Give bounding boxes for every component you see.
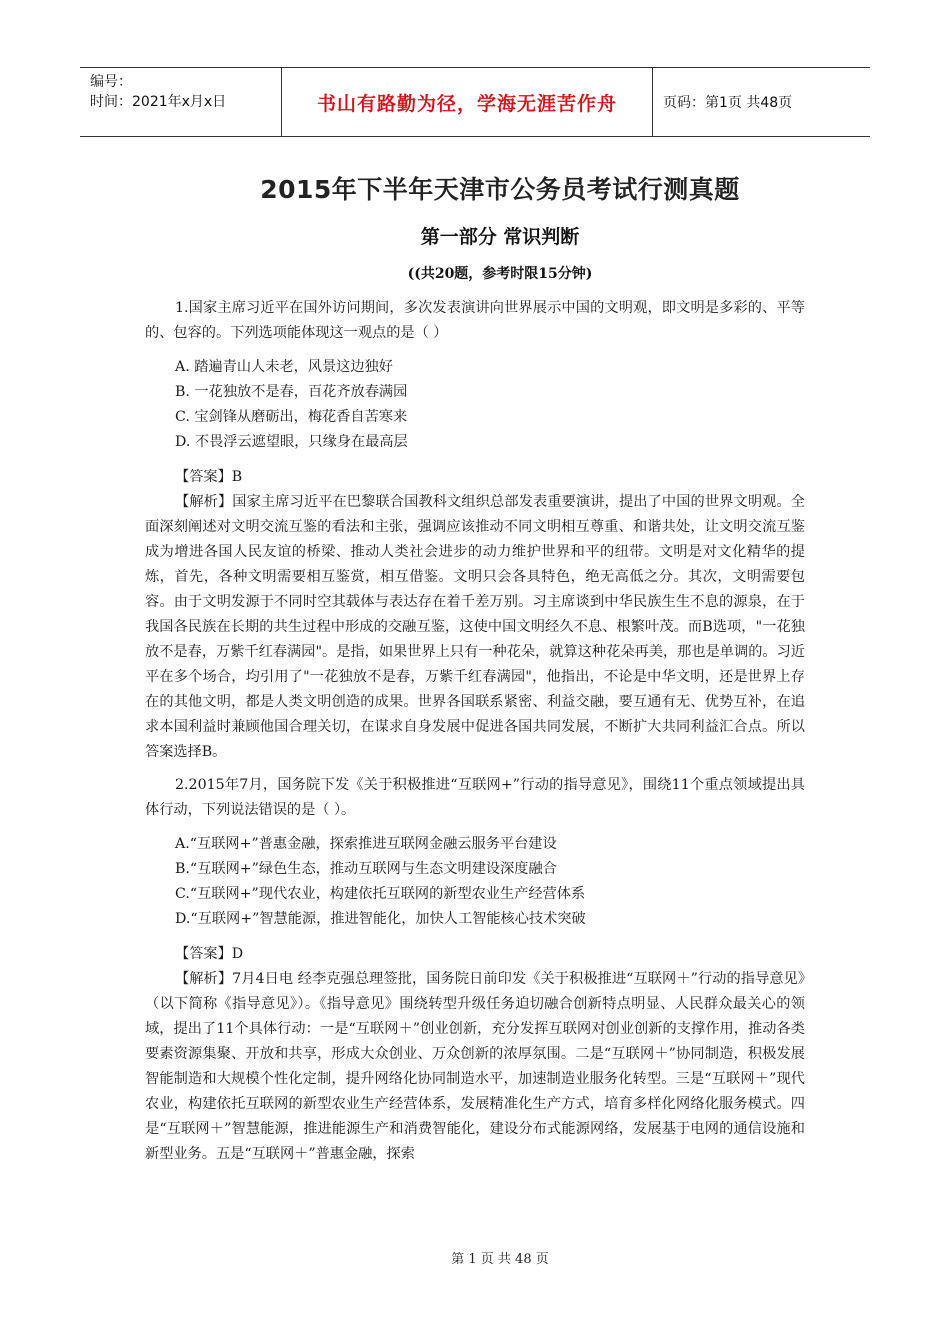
document-body [145, 296, 805, 1175]
number-label: 编号： [90, 74, 132, 90]
document-title: 2015年下半年天津市公务员考试行测真题 [260, 175, 740, 204]
time-label: 时间：2021年x月x日 [90, 94, 227, 110]
option-b: B.“互联网+”绿色生态，推动互联网与生态文明建设深度融合 [175, 861, 557, 877]
option-list [145, 832, 805, 932]
header-motto: 书山有路勤为径，学海无涯苦作舟 [281, 68, 653, 136]
option-c: C.“互联网+”现代农业，构建依托互联网的新型农业生产经营体系 [175, 886, 586, 902]
part-title: 第一部分 常识判断 [420, 226, 580, 248]
option-b: B. 一花独放不是春，百花齐放春满园 [175, 384, 408, 400]
option-list [145, 355, 805, 455]
option-c: C. 宝剑锋从磨砺出，梅花香自苦寒来 [175, 409, 408, 425]
question-stem: 2.2015年7月，国务院下发《关于积极推进“互联网+”行动的指导意见》，围绕11个重点领域提出具体行动，下列说法错误的是（ ）。 [145, 777, 805, 818]
explanation: 【解析】国家主席习近平在巴黎联合国教科文组织总部发表重要演讲，提出了中国的世界文明观。全面深刻阐述对文明交流互鉴的看法和主张，强调应该推动不同文明相互尊重、和谐共处，让文明交流互鉴成为增进各国人民友谊的桥梁、推动人类社会进步的动力维护世界和平的纽带。文明是对文化精华的提炼，首先，各种文明需要相互鉴赏，相互借鉴。文明只会各具特色，绝无高低之分。其次，文明需要包容。由于文明发源于不同时空其载体与表达存在着千差万别。习主席谈到中华民族生生不息的源泉，在于我国各民族在长期的共生过程中形成的交融互鉴，这使中国文明经久不息、根繁叶茂。而B选项，"一花独放不是春，万紫千红春满园"。是指，如果世界上只有一种花朵，就算这种花朵再美，那也是单调的。习近平在多个场合，均引用了"一花独放不是春，万紫千红春满园"，他指出，不论是中华文明，还是世界上存在的其他文明，都是人类文明创造的成果。世界各国联系紧密、利益交融，要互通有无、优势互补，在追求本国利益时兼顾他国合理关切，在谋求自身发展中促进各国共同发展，不断扩大共同利益汇合点。所以答案选择B。 [145, 494, 805, 760]
page-header [80, 67, 870, 137]
answer-line: 【答案】B [175, 469, 243, 485]
option-d: D. 不畏浮云遮望眼，只缘身在最高层 [175, 434, 408, 450]
option-d: D.“互联网+”智慧能源，推进智能化，加快人工智能核心技术突破 [175, 911, 586, 927]
option-a: A. 踏遍青山人未老，风景这边独好 [175, 359, 393, 375]
header-page-info: 页码：第1页 共48页 [663, 95, 793, 111]
option-a: A.“互联网+”普惠金融，探索推进互联网金融云服务平台建设 [175, 836, 557, 852]
answer-line: 【答案】D [175, 946, 244, 962]
explanation: 【解析】7月4日电 经李克强总理签批，国务院日前印发《关于积极推进“互联网＋”行动的指导意见》（以下简称《指导意见》）。《指导意见》围绕转型升级任务迫切融合创新特点明显、人民群众最关心的领域，提出了11个具体行动：一是“互联网＋”创业创新，充分发挥互联网对创业创新的支撑作用，推动各类要素资源集聚、开放和共享，形成大众创业、万众创新的浓厚氛围。二是“互联网＋”协同制造，积极发展智能制造和大规模个性化定制，提升网络化协同制造水平，加速制造业服务化转型。三是“互联网＋”现代农业，构建依托互联网的新型农业生产经营体系，发展精准化生产方式，培育多样化网络化服务模式。四是“互联网＋”智慧能源，推进能源生产和消费智能化，建设分布式能源网络，发展基于电网的通信设施和新型业务。五是“互联网＋”普惠金融，探索 [145, 971, 805, 1162]
page-footer: 第 1 页 共 48 页 [451, 1252, 549, 1267]
part-note: ((共20题，参考时限15分钟) [407, 266, 593, 282]
question-stem: 1.国家主席习近平在国外访问期间，多次发表演讲向世界展示中国的文明观，即文明是多彩的、平等的、包容的。下列选项能体现这一观点的是（ ） [145, 300, 805, 341]
header-meta [80, 68, 281, 136]
